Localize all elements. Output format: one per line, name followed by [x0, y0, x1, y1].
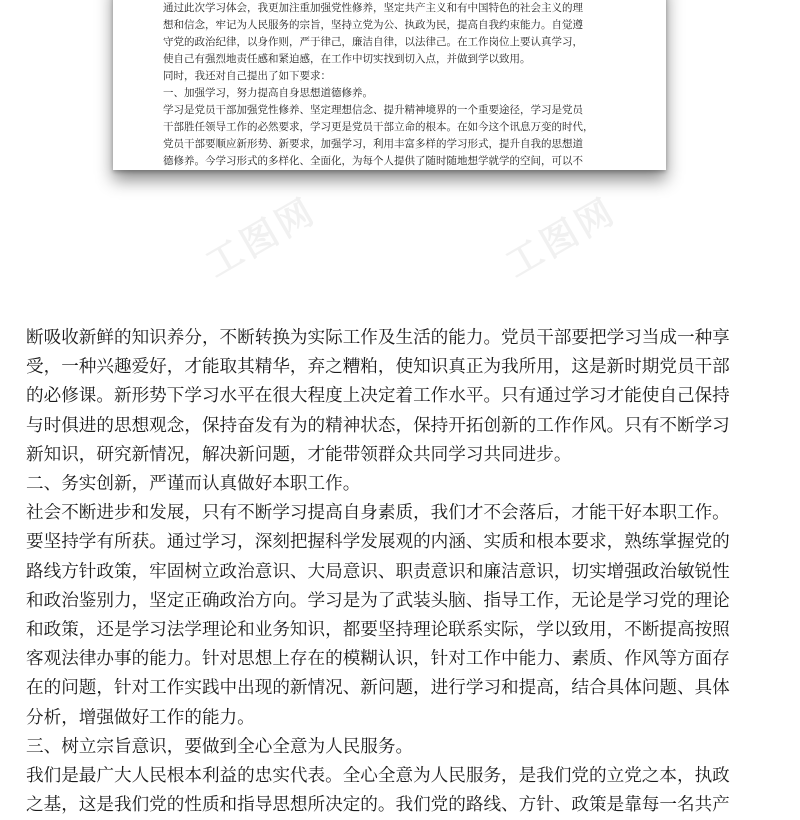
body-line: 分析，增强做好工作的能力。: [26, 707, 255, 728]
body-line: 要坚持学有所获。通过学习，深刻把握科学发展观的内涵、实质和根本要求，熟练掌握党的: [26, 532, 730, 553]
body-line: 新知识，研究新情况，解决新问题，才能带领群众共同学习共同进步。: [26, 444, 572, 465]
body-line: 在的问题，针对工作实践中出现的新情况、新问题，进行学习和提高，结合具体问题、具体: [26, 678, 730, 699]
body-line: 社会不断进步和发展，只有不断学习提高自身素质，我们才不会落后，才能干好本职工作。: [26, 503, 730, 524]
body-line: 客观法律办事的能力。针对思想上存在的模糊认识，针对工作中能力、素质、作风等方面存: [26, 649, 730, 670]
section-heading: 三、树立宗旨意识，要做到全心全意为人民服务。: [26, 736, 414, 757]
body-line: 之基，这是我们党的性质和指导思想所决定的。我们党的路线、方针、政策是靠每一名共产: [26, 795, 730, 816]
body-line: 和政治鉴别力，坚定正确政治方向。学习是为了武装头脑、指导工作，无论是学习党的理论: [26, 590, 730, 611]
body-line: 的必修课。新形势下学习水平在很大程度上决定着工作水平。只有通过学习才能使自己保持: [26, 386, 730, 407]
body-line: 受，一种兴趣爱好，才能取其精华，弃之糟粕，使知识真正为我所用，这是新时期党员干部: [26, 357, 730, 378]
doc-line: 党员干部要顺应新形势、新要求，加强学习，利用丰富多样的学习形式，提升自我的思想道: [163, 138, 583, 150]
document-preview-text: [163, 0, 623, 170]
body-line: 和政策，还是学习法学理论和业务知识，都要坚持理论联系实际，学以致用，不断提高按照: [26, 620, 730, 641]
preview-area: [0, 0, 800, 290]
watermark: 工图网: [199, 190, 324, 286]
doc-line: 学习是党员干部加强党性修养、坚定理想信念、提升精神境界的一个重要途径，学习是党员: [163, 104, 583, 116]
doc-line: 干部胜任领导工作的必然要求，学习更是党员干部立命的根本。在如今这个讯息万变的时代，: [163, 121, 594, 133]
doc-line: 守党的政治纪律，以身作则，严于律己，廉洁自律，以法律己。在工作岗位上要认真学习，: [163, 36, 583, 48]
section-heading: 二、务实创新，严谨而认真做好本职工作。: [26, 474, 361, 495]
watermark: 工图网: [499, 190, 624, 286]
body-line: 与时俱进的思想观念，保持奋发有为的精神状态，保持开拓创新的工作作风。只有不断学习: [26, 415, 730, 436]
doc-line: 通过此次学习体会，我更加注重加强党性修养，坚定共产主义和有中国特色的社会主义的理: [163, 2, 583, 14]
doc-line: 一、加强学习，努力提高自身思想道德修养。: [163, 87, 373, 99]
document-preview-card: [113, 0, 666, 170]
body-line: 断吸收新鲜的知识养分，不断转换为实际工作及生活的能力。党员干部要把学习当成一种享: [26, 328, 730, 348]
doc-line: 德修养。今学习形式的多样化、全面化，为每个人提供了随时随地想学就学的空间，可以不: [163, 155, 583, 167]
doc-line: 想和信念，牢记为人民服务的宗旨，坚持立党为公、执政为民，提高自我约束能力。自觉遵: [163, 19, 583, 31]
doc-line: 同时，我还对自己提出了如下要求：: [163, 70, 331, 82]
doc-line: 使自己有强烈地责任感和紧迫感，在工作中切实找到切入点，并做到学以致用。: [163, 53, 531, 65]
body-line: 路线方针政策，牢固树立政治意识、大局意识、职责意识和廉洁意识，切实增强政治敏锐性: [26, 561, 730, 582]
main-body-text: [26, 324, 786, 820]
body-line: 我们是最广大人民根本利益的忠实代表。全心全意为人民服务，是我们党的立党之本，执政: [26, 766, 730, 787]
